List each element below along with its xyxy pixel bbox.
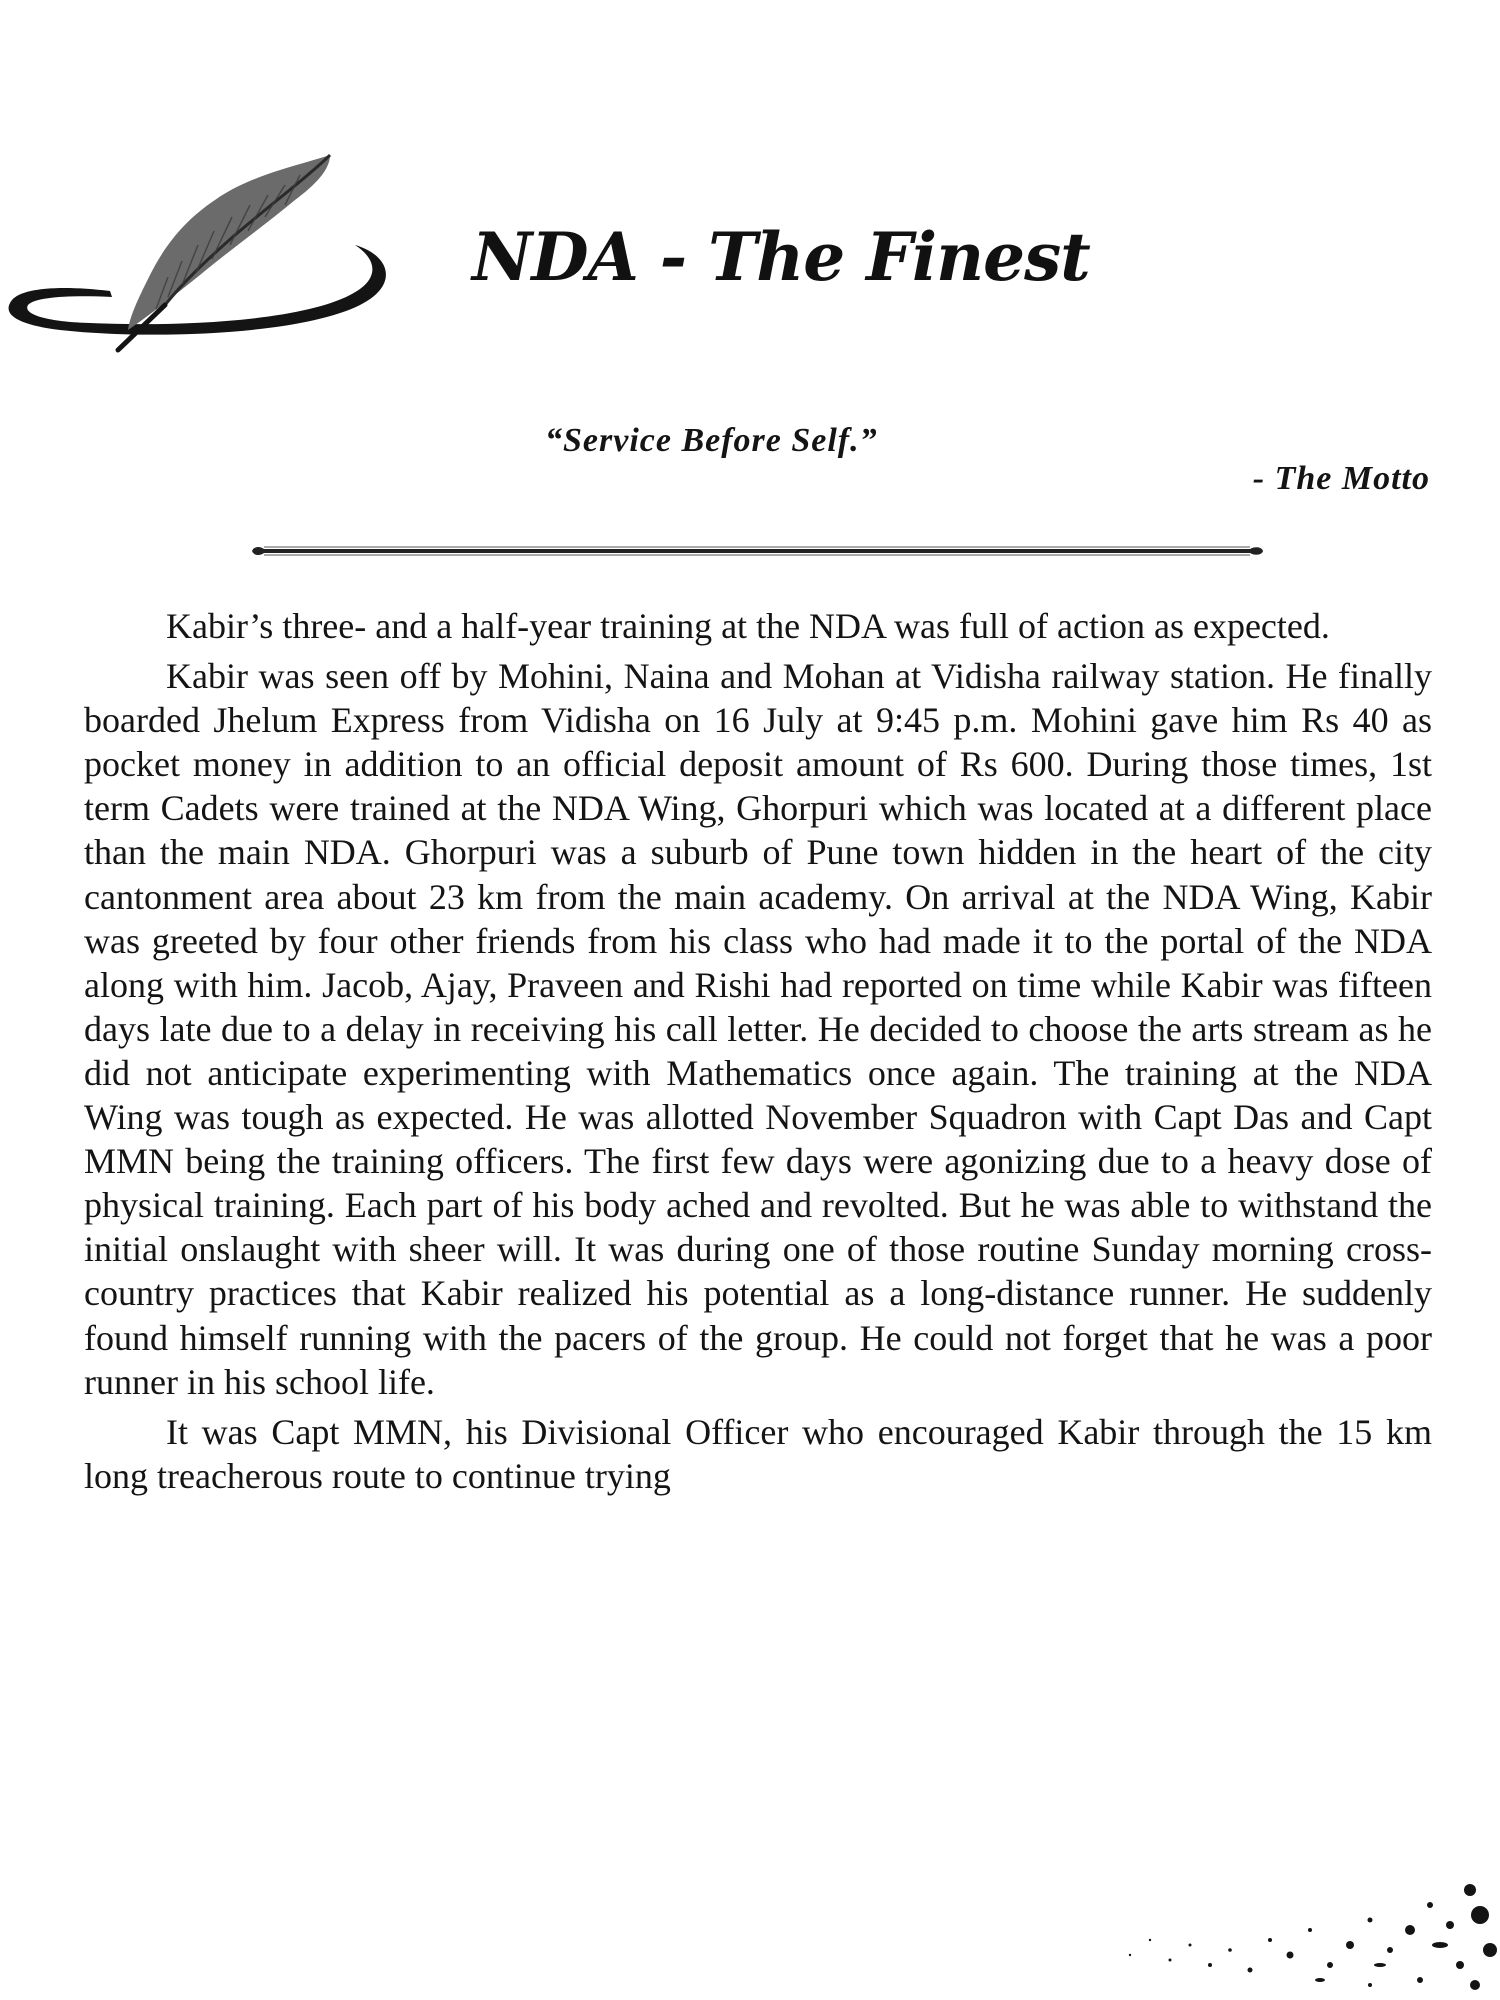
paragraph-1: Kabir’s three- and a half-year training at the NDA was full of action as expected. [166, 606, 1330, 646]
epigraph-quote: “Service Before Self.” [545, 422, 878, 459]
ink-splatter-decoration [1070, 1870, 1500, 2000]
paragraph-3: It was Capt MMN, his Divisional Officer who encouraged Kabir through the 15 km long treacherous route to continue trying [84, 1411, 1432, 1496]
paragraph-2: Kabir was seen off by Mohini, Naina and Mohan at Vidisha railway station. He finally boarded Jhelum Express from Vidisha on 16 July at 9:45 p.m. Mohini gave him Rs 40 as pocket money in addition to an official deposit amount of Rs 600. During those times, 1st term Cadets were trained at the NDA Wing, Ghorpuri which was located at a different place than the main NDA. Ghorpuri was a suburb of Pune town hidden in the heart of the city cantonment area about 23 km from the main academy. On arrival at the NDA Wing, Kabir was greeted by four other friends from his class who had made it to the portal of the NDA along with him. Jacob, Ajay, Praveen and Rishi had reported on time while Kabir was fifteen days late due to a delay in receiving his call letter. He decided to choose the arts stream as he did not anticipate experimenting with Mathematics once again. The training at the NDA Wing was tough as expected. He was allotted November Squadron with Capt Das and Capt MMN being the training officers. The first few days were agonizing due to a heavy dose of physical training. Each part of his body ached and revolted. But he was able to withstand the initial onslaught with sheer will. It was during one of those routine Sunday morning cross-country practices that Kabir realized his potential as a long-distance runner. He suddenly found himself running with the pacers of the group. He could not forget that he was a poor runner in his school life. [84, 656, 1432, 1402]
epigraph-attribution: - The Motto [1252, 460, 1430, 497]
chapter-body [84, 604, 1432, 1504]
quill-feather-icon [0, 145, 400, 375]
chapter-title: NDA - The Finest [472, 218, 1090, 296]
section-divider [250, 543, 1265, 559]
